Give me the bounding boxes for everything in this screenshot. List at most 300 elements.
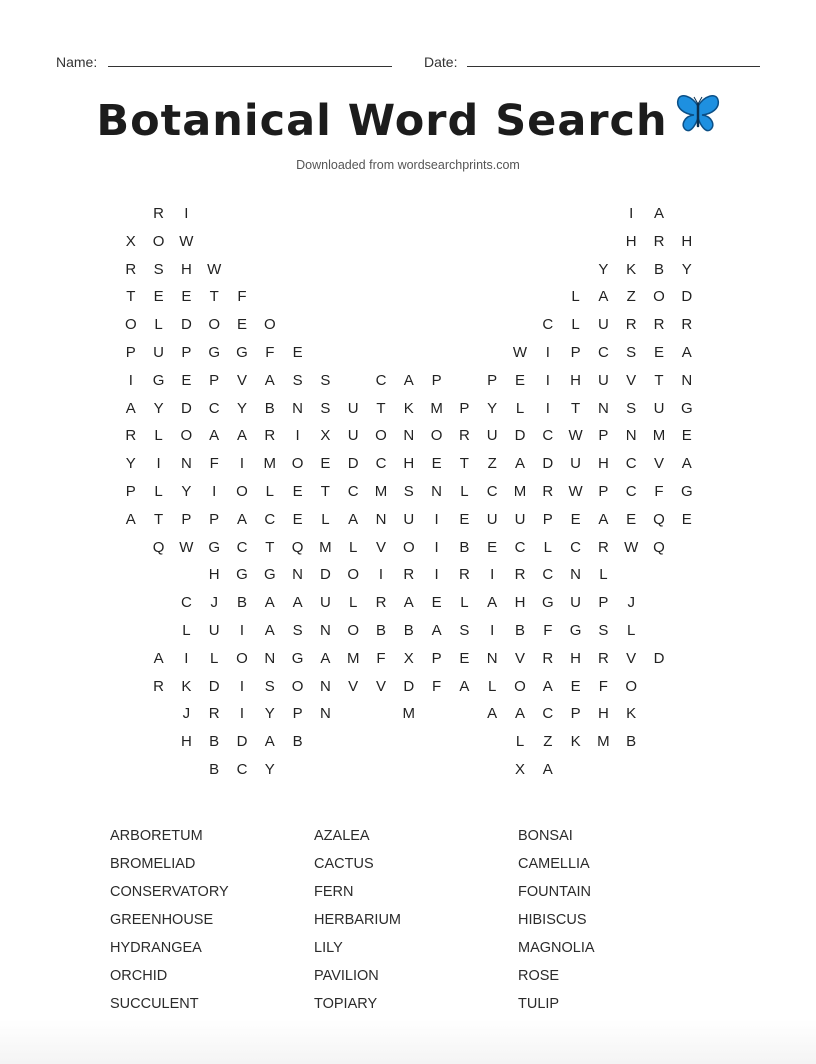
grid-letter[interactable]: T [571,399,581,417]
grid-letter[interactable]: D [208,677,220,695]
grid-letter[interactable]: U [597,316,609,334]
grid-letter[interactable]: R [264,427,276,445]
grid-letter[interactable]: N [681,371,693,389]
grid-letter[interactable]: L [460,594,469,612]
grid-letter[interactable]: P [487,371,498,389]
grid-letter[interactable]: L [154,483,163,500]
grid-letter[interactable]: W [624,538,639,556]
grid-letter[interactable]: G [569,622,582,639]
grid-letter[interactable]: Q [152,538,165,556]
grid-letter[interactable]: Y [125,455,136,473]
grid-letter[interactable]: P [542,510,553,528]
grid-letter[interactable]: W [179,232,194,250]
grid-letter[interactable]: L [599,566,608,584]
grid-letter[interactable]: D [319,566,331,584]
grid-letter[interactable]: A [264,371,275,389]
grid-letter[interactable]: K [570,733,581,751]
grid-letter[interactable]: F [598,677,608,695]
grid-letter[interactable]: I [184,205,189,222]
grid-letter[interactable]: L [265,483,274,500]
grid-letter[interactable]: T [654,371,664,389]
grid-letter[interactable]: H [681,232,693,250]
grid-letter[interactable]: B [292,733,303,751]
grid-letter[interactable]: I [545,399,550,417]
grid-letter[interactable]: R [597,649,609,667]
grid-letter[interactable]: P [431,649,442,667]
grid-letter[interactable]: I [239,455,245,473]
grid-letter[interactable]: U [347,399,359,417]
grid-letter[interactable]: R [208,705,220,723]
grid-letter[interactable]: M [513,483,527,500]
grid-letter[interactable]: C [597,344,609,361]
grid-letter[interactable]: N [403,427,415,445]
grid-letter[interactable]: J [210,594,218,612]
grid-letter[interactable]: R [125,260,137,278]
grid-letter[interactable]: B [209,761,220,778]
grid-letter[interactable]: D [542,455,554,473]
grid-letter[interactable]: I [295,427,300,445]
grid-letter[interactable]: A [514,705,525,723]
grid-letter[interactable]: M [652,427,666,445]
grid-letter[interactable]: G [680,483,693,500]
grid-letter[interactable]: I [490,566,495,584]
grid-letter[interactable]: B [459,538,470,556]
grid-letter[interactable]: O [402,538,415,556]
grid-letter[interactable]: M [430,399,443,417]
grid-letter[interactable]: U [514,510,526,528]
grid-letter[interactable]: S [320,371,331,389]
grid-letter[interactable]: Y [236,399,247,417]
grid-letter[interactable]: E [653,344,664,361]
grid-letter[interactable]: X [403,649,414,667]
grid-letter[interactable]: G [236,566,248,584]
grid-letter[interactable]: A [125,510,136,528]
grid-letter[interactable]: C [264,510,276,528]
grid-letter[interactable]: F [376,649,386,667]
grid-letter[interactable]: X [320,427,331,445]
grid-letter[interactable]: N [597,399,609,417]
grid-letter[interactable]: E [320,455,331,473]
grid-letter[interactable]: B [264,399,275,417]
grid-letter[interactable]: B [236,594,247,612]
grid-letter[interactable]: V [375,677,386,695]
grid-letter[interactable]: F [265,344,275,361]
grid-letter[interactable]: X [514,761,525,778]
grid-letter[interactable]: J [627,594,635,612]
grid-letter[interactable]: F [432,677,442,695]
grid-letter[interactable]: Y [181,483,192,500]
grid-letter[interactable]: P [209,510,220,528]
grid-letter[interactable]: G [208,538,221,556]
grid-letter[interactable]: C [236,761,248,778]
grid-letter[interactable]: L [349,538,358,556]
grid-letter[interactable]: E [181,371,192,389]
grid-letter[interactable]: O [347,566,360,584]
grid-letter[interactable]: E [236,316,247,334]
grid-letter[interactable]: I [490,622,495,639]
grid-letter[interactable]: S [626,344,637,361]
grid-letter[interactable]: G [541,594,554,612]
grid-letter[interactable]: M [263,455,277,473]
grid-letter[interactable]: A [153,649,164,667]
grid-letter[interactable]: W [568,483,583,500]
grid-letter[interactable]: R [597,538,609,556]
grid-letter[interactable]: I [239,677,245,695]
grid-letter[interactable]: A [264,733,275,751]
grid-letter[interactable]: Z [487,455,497,473]
grid-letter[interactable]: I [545,371,550,389]
grid-letter[interactable]: U [403,510,415,528]
grid-letter[interactable]: I [629,205,634,222]
grid-letter[interactable]: O [152,232,165,250]
grid-letter[interactable]: B [403,622,414,639]
grid-letter[interactable]: H [403,455,415,473]
grid-letter[interactable]: H [597,455,609,473]
grid-letter[interactable]: B [653,260,664,278]
grid-letter[interactable]: I [184,649,189,667]
grid-letter[interactable]: C [347,483,359,500]
grid-letter[interactable]: R [375,594,387,612]
grid-letter[interactable]: E [181,288,192,306]
grid-letter[interactable]: I [378,566,384,584]
grid-letter[interactable]: S [153,260,164,278]
grid-letter[interactable]: V [626,649,637,667]
grid-letter[interactable]: L [154,427,163,445]
grid-letter[interactable]: L [154,316,163,334]
grid-letter[interactable]: U [597,371,609,389]
grid-letter[interactable]: L [627,622,636,639]
grid-letter[interactable]: A [431,622,442,639]
grid-letter[interactable]: M [346,649,360,667]
grid-letter[interactable]: E [570,510,581,528]
grid-letter[interactable]: H [570,649,582,667]
grid-letter[interactable]: E [626,510,637,528]
grid-letter[interactable]: M [402,705,416,723]
grid-letter[interactable]: A [236,510,247,528]
grid-letter[interactable]: R [681,316,693,334]
grid-letter[interactable]: C [514,538,526,556]
grid-letter[interactable]: O [625,677,638,695]
grid-letter[interactable]: G [208,344,221,361]
grid-letter[interactable]: A [236,427,247,445]
grid-letter[interactable]: T [320,483,330,500]
grid-letter[interactable]: S [292,371,303,389]
grid-letter[interactable]: B [375,622,386,639]
grid-letter[interactable]: A [514,455,525,473]
grid-letter[interactable]: I [434,510,439,528]
grid-letter[interactable]: A [320,649,331,667]
grid-letter[interactable]: D [514,427,526,445]
grid-letter[interactable]: T [265,538,275,556]
grid-letter[interactable]: A [125,399,136,417]
grid-letter[interactable]: Z [626,288,636,306]
grid-letter[interactable]: O [291,677,304,695]
grid-letter[interactable]: C [625,483,637,500]
grid-letter[interactable]: F [543,622,553,639]
grid-letter[interactable]: I [434,538,439,556]
grid-letter[interactable]: V [348,677,359,695]
grid-letter[interactable]: A [487,594,498,612]
grid-letter[interactable]: R [125,427,137,445]
grid-letter[interactable]: S [264,677,275,695]
grid-letter[interactable]: O [124,316,137,334]
grid-letter[interactable]: O [347,622,360,639]
grid-letter[interactable]: W [207,260,222,278]
grid-letter[interactable]: R [653,232,665,250]
grid-letter[interactable]: R [403,566,415,584]
grid-letter[interactable]: K [626,705,637,723]
grid-letter[interactable]: W [568,427,583,445]
grid-letter[interactable]: R [153,205,165,222]
grid-letter[interactable]: E [459,510,470,528]
grid-letter[interactable]: Y [153,399,164,417]
grid-letter[interactable]: H [180,733,192,751]
grid-letter[interactable]: H [514,594,526,612]
grid-letter[interactable]: L [571,288,580,306]
grid-letter[interactable]: Y [487,399,498,417]
grid-letter[interactable]: J [182,705,191,723]
grid-letter[interactable]: O [653,288,665,306]
grid-letter[interactable]: A [403,594,414,612]
grid-letter[interactable]: R [653,316,665,334]
grid-letter[interactable]: C [542,316,554,334]
grid-letter[interactable]: D [180,399,192,417]
grid-letter[interactable]: O [236,483,248,500]
grid-letter[interactable]: G [263,566,276,584]
grid-letter[interactable]: I [434,566,439,584]
grid-letter[interactable]: C [542,427,554,445]
grid-letter[interactable]: P [209,371,220,389]
grid-letter[interactable]: K [181,677,192,695]
grid-letter[interactable]: X [125,232,136,250]
grid-letter[interactable]: Y [598,260,609,278]
grid-letter[interactable]: P [125,344,136,361]
grid-letter[interactable]: D [180,316,192,334]
grid-letter[interactable]: O [430,427,443,445]
grid-letter[interactable]: L [488,677,497,695]
grid-letter[interactable]: R [542,649,554,667]
grid-letter[interactable]: F [237,288,247,306]
grid-letter[interactable]: E [431,594,442,612]
grid-letter[interactable]: U [347,427,359,445]
grid-letter[interactable]: R [458,427,470,445]
grid-letter[interactable]: P [431,371,442,389]
grid-letter[interactable]: N [319,705,331,723]
grid-letter[interactable]: A [459,677,470,695]
grid-letter[interactable]: A [487,705,498,723]
grid-letter[interactable]: L [515,733,525,751]
grid-letter[interactable]: H [208,566,220,584]
grid-letter[interactable]: E [153,288,164,306]
grid-letter[interactable]: V [626,371,637,389]
grid-letter[interactable]: P [459,399,470,417]
grid-letter[interactable]: O [208,316,221,334]
grid-letter[interactable]: L [515,399,525,417]
grid-letter[interactable]: A [542,761,553,778]
grid-letter[interactable]: H [625,232,637,250]
grid-letter[interactable]: N [486,649,498,667]
grid-letter[interactable]: C [570,538,582,556]
grid-letter[interactable]: C [542,566,554,584]
grid-letter[interactable]: R [542,483,554,500]
grid-letter[interactable]: N [625,427,637,445]
grid-letter[interactable]: R [514,566,526,584]
grid-letter[interactable]: E [459,649,470,667]
grid-letter[interactable]: O [291,455,304,473]
grid-letter[interactable]: A [681,344,692,361]
grid-letter[interactable]: I [212,483,217,500]
grid-letter[interactable]: T [209,288,219,306]
grid-letter[interactable]: V [375,538,386,556]
grid-letter[interactable]: E [292,344,303,361]
grid-letter[interactable]: A [542,677,553,695]
grid-letter[interactable]: Y [264,705,275,723]
grid-letter[interactable]: G [236,344,248,361]
grid-letter[interactable]: B [514,622,525,639]
grid-letter[interactable]: T [154,510,164,528]
grid-letter[interactable]: C [208,399,220,417]
grid-letter[interactable]: U [153,344,165,361]
grid-letter[interactable]: O [236,649,248,667]
grid-letter[interactable]: M [374,483,388,500]
grid-letter[interactable]: F [654,483,664,500]
grid-letter[interactable]: D [681,288,693,306]
grid-letter[interactable]: C [236,538,248,556]
grid-letter[interactable]: T [459,455,469,473]
grid-letter[interactable]: H [180,260,192,278]
grid-letter[interactable]: P [598,483,609,500]
grid-letter[interactable]: A [264,622,275,639]
grid-letter[interactable]: P [292,705,303,723]
grid-letter[interactable]: O [375,427,387,445]
grid-letter[interactable]: R [458,566,470,584]
grid-letter[interactable]: E [681,427,692,445]
grid-letter[interactable]: L [182,622,191,639]
grid-letter[interactable]: D [653,649,665,667]
grid-letter[interactable]: W [179,538,194,556]
grid-letter[interactable]: S [459,622,470,639]
grid-letter[interactable]: O [180,427,193,445]
grid-letter[interactable]: L [460,483,469,500]
grid-letter[interactable]: V [514,649,525,667]
grid-letter[interactable]: R [625,316,637,334]
grid-letter[interactable]: F [209,455,219,473]
grid-letter[interactable]: Y [264,761,275,778]
grid-letter[interactable]: E [570,677,581,695]
grid-letter[interactable]: E [487,538,498,556]
grid-letter[interactable]: I [128,371,133,389]
grid-letter[interactable]: U [570,455,582,473]
grid-letter[interactable]: T [126,288,136,306]
grid-letter[interactable]: W [512,344,528,361]
grid-letter[interactable]: N [319,677,331,695]
grid-letter[interactable]: U [653,399,665,417]
grid-letter[interactable]: L [210,649,219,667]
grid-letter[interactable]: C [375,371,387,389]
grid-letter[interactable]: N [292,399,304,417]
grid-letter[interactable]: P [181,344,192,361]
grid-letter[interactable]: S [292,622,303,639]
grid-letter[interactable]: R [153,677,165,695]
grid-letter[interactable]: E [292,510,303,528]
grid-letter[interactable]: M [597,733,610,751]
grid-letter[interactable]: L [571,316,580,334]
grid-letter[interactable]: B [626,733,637,751]
grid-letter[interactable]: S [320,399,331,417]
grid-letter[interactable]: A [598,510,609,528]
grid-letter[interactable]: N [375,510,387,528]
grid-letter[interactable]: G [291,649,304,667]
grid-letter[interactable]: A [264,594,275,612]
grid-letter[interactable]: A [209,427,220,445]
grid-letter[interactable]: U [486,510,498,528]
grid-letter[interactable]: P [570,344,581,361]
grid-letter[interactable]: C [542,705,554,723]
grid-letter[interactable]: Q [653,510,665,528]
grid-letter[interactable]: Y [681,260,692,278]
grid-letter[interactable]: I [239,705,245,723]
grid-letter[interactable]: V [236,371,247,389]
grid-letter[interactable]: U [570,594,582,612]
grid-letter[interactable]: K [626,260,637,278]
grid-letter[interactable]: V [653,455,664,473]
grid-letter[interactable]: Q [653,538,665,556]
grid-letter[interactable]: C [486,483,498,500]
grid-letter[interactable]: N [264,649,276,667]
grid-letter[interactable]: N [292,566,304,584]
grid-letter[interactable]: L [349,594,358,612]
grid-letter[interactable]: O [263,316,276,334]
grid-letter[interactable]: E [292,483,303,500]
grid-letter[interactable]: A [292,594,303,612]
grid-letter[interactable]: A [403,371,414,389]
grid-letter[interactable]: D [347,455,359,473]
grid-letter[interactable]: H [570,371,582,389]
grid-letter[interactable]: D [236,733,248,751]
grid-letter[interactable]: N [180,455,192,473]
grid-letter[interactable]: Q [291,538,304,556]
grid-letter[interactable]: P [181,510,192,528]
grid-letter[interactable]: P [125,483,136,500]
grid-letter[interactable]: N [570,566,582,584]
grid-letter[interactable]: G [152,371,165,389]
grid-letter[interactable]: T [376,399,386,417]
grid-letter[interactable]: I [545,344,550,361]
grid-letter[interactable]: C [625,455,637,473]
grid-letter[interactable]: H [597,705,609,723]
grid-letter[interactable]: N [319,622,331,639]
grid-letter[interactable]: S [403,483,414,500]
grid-letter[interactable]: D [403,677,415,695]
grid-letter[interactable]: A [598,288,609,306]
grid-letter[interactable]: S [626,399,637,417]
grid-letter[interactable]: A [348,510,359,528]
grid-letter[interactable]: P [598,427,609,445]
grid-letter[interactable]: E [431,455,442,473]
grid-letter[interactable]: E [681,510,692,528]
grid-letter[interactable]: A [681,455,692,473]
grid-letter[interactable]: P [570,705,581,723]
grid-letter[interactable]: U [486,427,498,445]
grid-letter[interactable]: Z [543,733,553,751]
grid-letter[interactable]: I [239,622,245,639]
grid-letter[interactable]: O [514,677,526,695]
grid-letter[interactable]: B [209,733,220,751]
grid-letter[interactable]: U [208,622,220,639]
grid-letter[interactable]: L [543,538,552,556]
grid-letter[interactable]: N [431,483,443,500]
grid-letter[interactable]: U [319,594,331,612]
